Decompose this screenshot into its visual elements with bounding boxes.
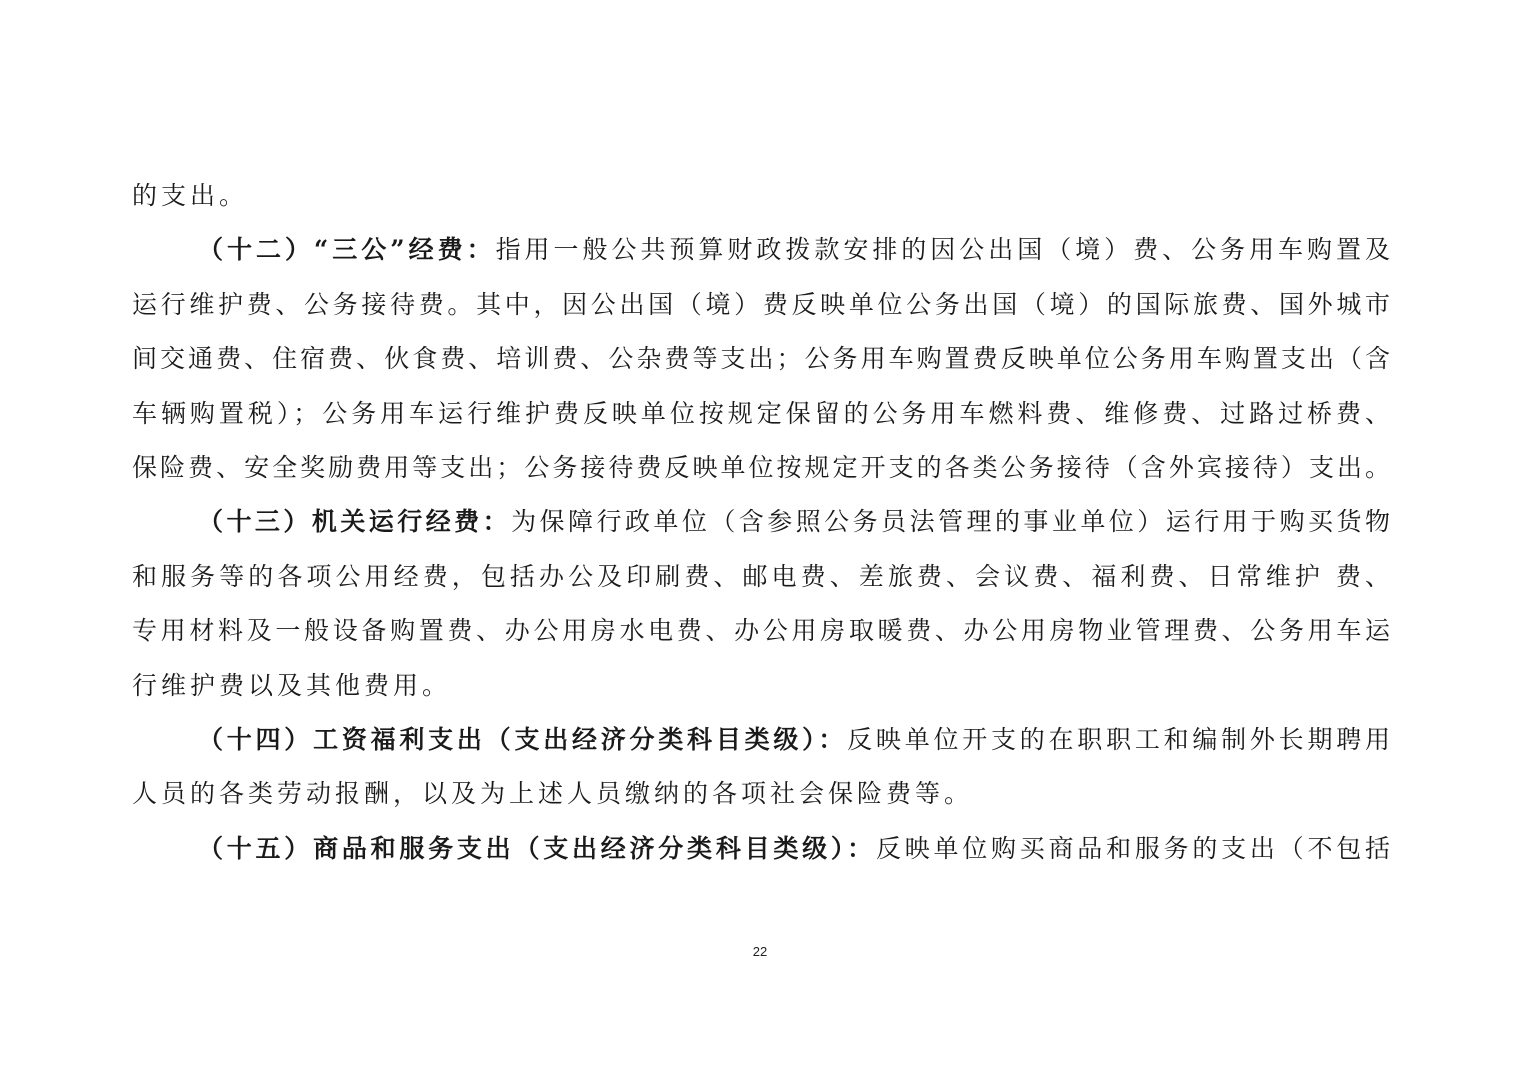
paragraph-line-heading: [132, 223, 1390, 277]
paragraph-line: [132, 278, 1390, 332]
bold-heading: （十二）“三公”经费：: [198, 235, 496, 265]
bold-heading: （十四）工资福利支出（支出经济分类科目类级）：: [198, 724, 848, 754]
paragraph-line: [132, 169, 1390, 223]
paragraph-line: [132, 767, 1390, 821]
body-text: 反映单位开支的在职职工和编制外长期聘用: [847, 724, 1390, 754]
body-text: 的支出。: [132, 181, 249, 210]
bold-heading: （十五）商品和服务支出（支出经济分类科目类级）：: [198, 833, 876, 863]
page-number: 22: [752, 944, 768, 959]
body-text: 和服务等的各项公用经费，包括办公及印刷费、邮电费、差旅费、会议费、福利费、日常维护 费、: [132, 561, 1390, 591]
paragraph-line-heading: [132, 495, 1390, 549]
body-text: 指用一般公共预算财政拨款安排的因公出国（境）费、公务用车购置及: [495, 235, 1390, 265]
body-text: 为保障行政单位（含参照公务员法管理的事业单位）运行用于购买货物: [511, 507, 1390, 537]
document-body: [132, 169, 1390, 876]
paragraph-line: [132, 659, 1390, 713]
body-text: 反映单位购买商品和服务的支出（不包括: [875, 833, 1390, 863]
paragraph-line-heading: [132, 822, 1390, 876]
body-text: 运行维护费、公务接待费。其中，因公出国（境）费反映单位公务出国（境）的国际旅费、国外城市: [132, 289, 1390, 319]
body-text: 间交通费、住宿费、伙食费、培训费、公杂费等支出；公务用车购置费反映单位公务用车购置支出（含: [132, 344, 1390, 374]
body-text: 专用材料及一般设备购置费、办公用房水电费、办公用房取暖费、办公用房物业管理费、公务用车运: [132, 616, 1390, 646]
body-text: 行维护费以及其他费用。: [132, 670, 452, 700]
paragraph-line: [132, 604, 1390, 658]
paragraph-line: [132, 332, 1390, 386]
body-text: 车辆购置税）；公务用车运行维护费反映单位按规定保留的公务用车燃料费、维修费、过路过桥费、: [132, 398, 1390, 428]
bold-heading: （十三）机关运行经费：: [198, 507, 512, 537]
paragraph-line: [132, 550, 1390, 604]
paragraph-line: [132, 441, 1390, 495]
paragraph-line-heading: [132, 713, 1390, 767]
body-text: 保险费、安全奖励费用等支出；公务接待费反映单位按规定开支的各类公务接待（含外宾接待）支出。: [132, 452, 1390, 482]
body-text: 人员的各类劳动报酬，以及为上述人员缴纳的各项社会保险费等。: [132, 779, 974, 809]
paragraph-line: [132, 387, 1390, 441]
